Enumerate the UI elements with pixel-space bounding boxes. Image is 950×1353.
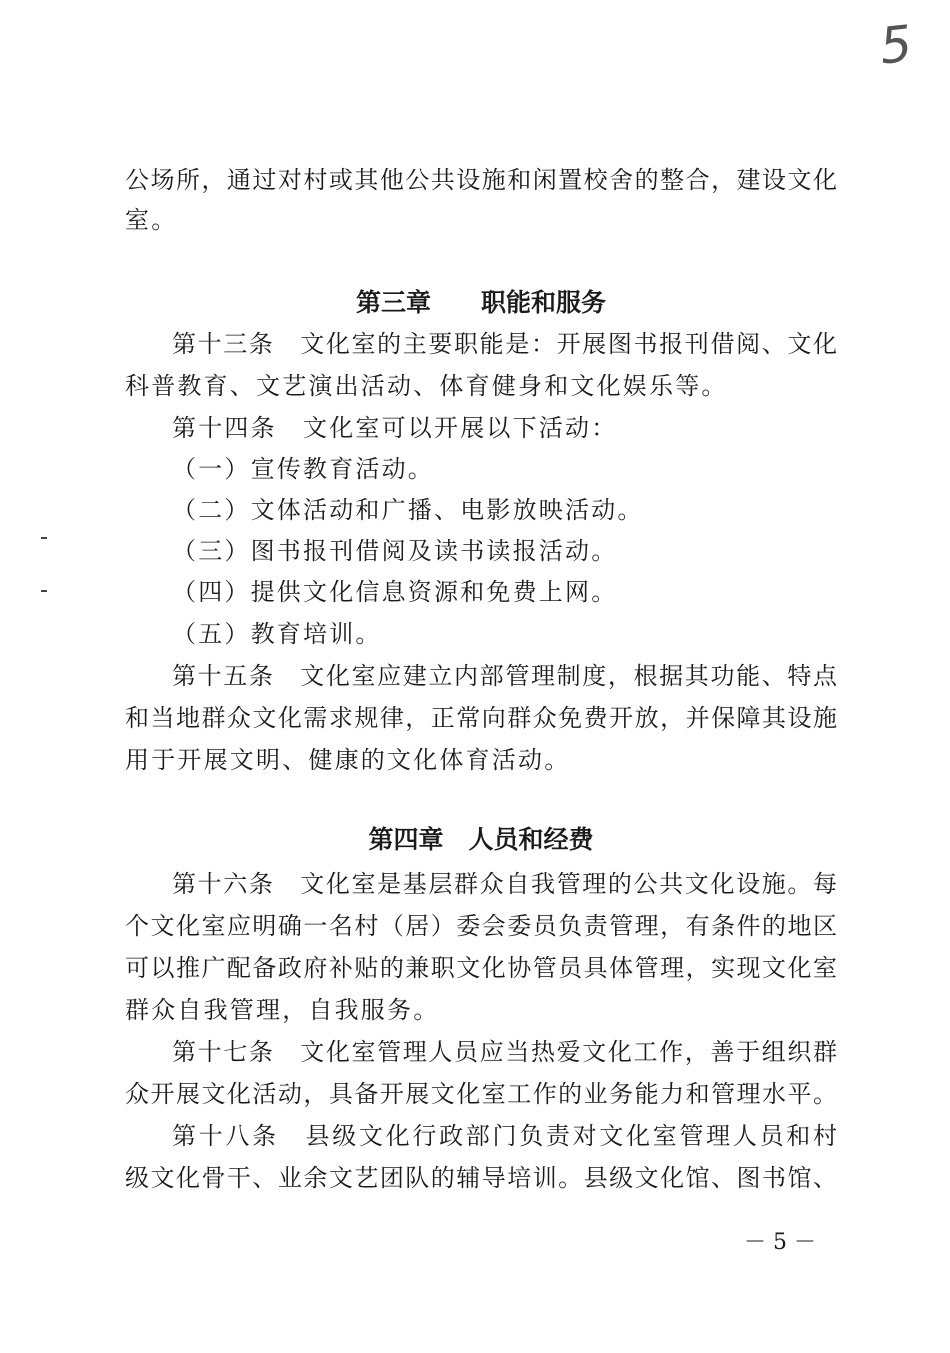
article-line: 第十七条 文化室管理人员应当热爱文化工作，善于组织群 <box>172 1038 837 1066</box>
paragraph-line: 用于开展文明、健康的文化体育活动。 <box>125 746 571 774</box>
binding-mark <box>41 590 47 592</box>
list-item: （四）提供文化信息资源和免费上网。 <box>172 578 618 606</box>
list-item: （一）宣传教育活动。 <box>172 455 434 483</box>
paragraph-line: 室。 <box>125 206 178 234</box>
handwritten-page-number: 5 <box>877 14 915 76</box>
list-item: （五）教育培训。 <box>172 620 382 648</box>
paragraph-line: 个文化室应明确一名村（居）委会委员负责管理，有条件的地区 <box>125 912 837 940</box>
list-item: （二）文体活动和广播、电影放映活动。 <box>172 496 644 524</box>
paragraph-line: 级文化骨干、业余文艺团队的辅导培训。县级文化馆、图书馆、 <box>125 1164 837 1192</box>
article-line: 第十八条 县级文化行政部门负责对文化室管理人员和村 <box>172 1122 837 1150</box>
paragraph-line: 科普教育、文艺演出活动、体育健身和文化娱乐等。 <box>125 372 728 400</box>
list-item: （三）图书报刊借阅及读书读报活动。 <box>172 537 618 565</box>
paragraph-line: 众开展文化活动，具备开展文化室工作的业务能力和管理水平。 <box>125 1080 837 1108</box>
paragraph-line: 和当地群众文化需求规律，正常向群众免费开放，并保障其设施 <box>125 704 837 732</box>
page-number: － 5 － <box>744 1230 816 1255</box>
paragraph-line: 可以推广配备政府补贴的兼职文化协管员具体管理，实现文化室 <box>125 954 837 982</box>
article-line: 第十三条 文化室的主要职能是：开展图书报刊借阅、文化 <box>172 330 837 358</box>
binding-mark <box>41 537 47 539</box>
chapter-heading: 第三章 职能和服务 <box>355 288 606 317</box>
article-line: 第十四条 文化室可以开展以下活动： <box>172 414 618 442</box>
paragraph-line: 群众自我管理，自我服务。 <box>125 996 440 1024</box>
chapter-heading: 第四章 人员和经费 <box>368 825 594 854</box>
paragraph-line: 公场所，通过对村或其他公共设施和闲置校舍的整合，建设文化 <box>125 166 837 194</box>
article-line: 第十五条 文化室应建立内部管理制度，根据其功能、特点 <box>172 662 837 690</box>
article-line: 第十六条 文化室是基层群众自我管理的公共文化设施。每 <box>172 870 837 898</box>
